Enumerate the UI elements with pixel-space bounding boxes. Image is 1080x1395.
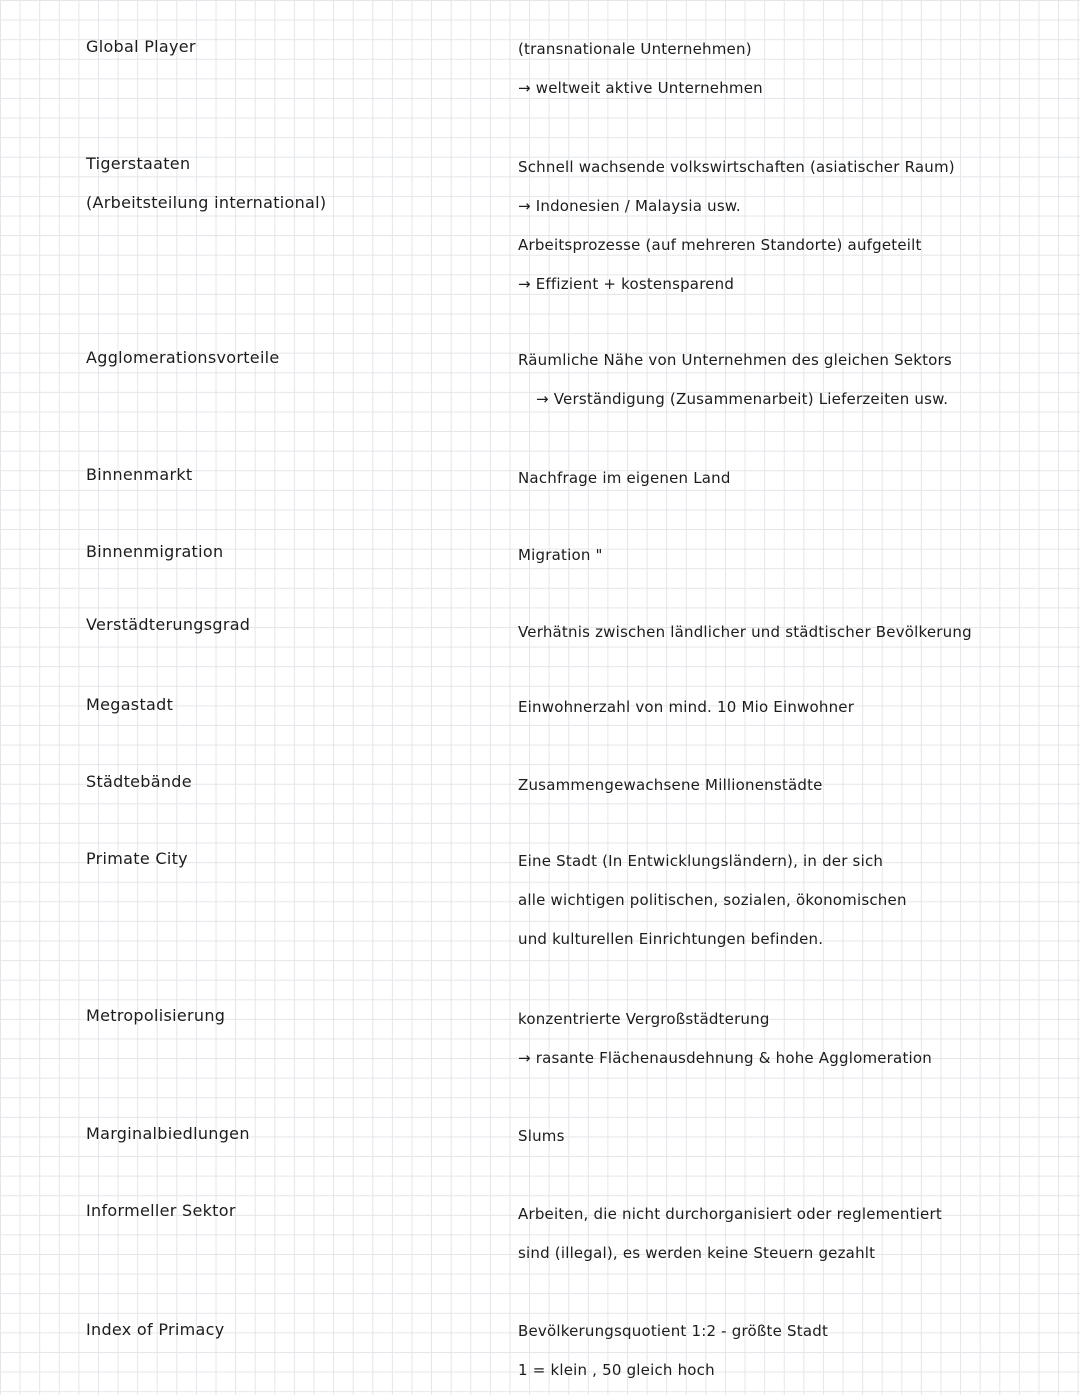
term-binnenmarkt bbox=[86, 455, 486, 494]
definition-line: sind (illegal), es werden keine Steuern gezahlt bbox=[518, 1244, 876, 1262]
definition-line: → Verständigung (Zusammenarbeit) Lieferzeiten usw. bbox=[536, 390, 949, 408]
term-staedtebaende bbox=[86, 762, 486, 801]
definition-line: Bevölkerungsquotient 1:2 - größte Stadt bbox=[518, 1322, 829, 1340]
definition-line: → weltweit aktive Unternehmen bbox=[518, 79, 763, 97]
term-verstaedterungsgrad bbox=[86, 605, 486, 644]
definition-binnenmarkt bbox=[518, 459, 1073, 498]
definition-marginalsiedlungen bbox=[518, 1117, 1073, 1156]
definition-line: Einwohnerzahl von mind. 10 Mio Einwohner bbox=[518, 698, 855, 716]
definition-global-player bbox=[518, 30, 1073, 108]
definition-line: → Indonesien / Malaysia usw. bbox=[518, 197, 741, 215]
definition-verstaedterungsgrad bbox=[518, 613, 1073, 652]
definition-line: Nachfrage im eigenen Land bbox=[518, 469, 731, 487]
term-line: Binnenmarkt bbox=[86, 465, 193, 484]
definition-line: Migration " bbox=[518, 546, 603, 564]
term-marginalsiedlungen bbox=[86, 1114, 486, 1153]
term-binnenmigration bbox=[86, 532, 486, 571]
definition-megastadt bbox=[518, 688, 1073, 727]
term-agglomerationsvorteile bbox=[86, 338, 486, 377]
term-metropolisierung bbox=[86, 996, 486, 1035]
term-line: Marginalbiedlungen bbox=[86, 1124, 250, 1143]
definition-informeller-sektor bbox=[518, 1195, 1073, 1273]
term-global-player bbox=[86, 27, 486, 66]
term-line: Primate City bbox=[86, 849, 188, 868]
definition-line: alle wichtigen politischen, sozialen, ökonomischen bbox=[518, 891, 907, 909]
definition-staedtebaende bbox=[518, 766, 1073, 805]
definition-line: 1 = klein , 50 gleich hoch bbox=[518, 1361, 715, 1379]
definition-primate-city bbox=[518, 842, 1073, 959]
term-informeller-sektor bbox=[86, 1191, 486, 1230]
definition-line: Räumliche Nähe von Unternehmen des gleichen Sektors bbox=[518, 351, 952, 369]
definition-line: konzentrierte Vergroßstädterung bbox=[518, 1010, 770, 1028]
definition-line: Verhätnis zwischen ländlicher und städtischer Bevölkerung bbox=[518, 623, 972, 641]
term-line: Metropolisierung bbox=[86, 1006, 226, 1025]
definition-line: (transnationale Unternehmen) bbox=[518, 40, 752, 58]
term-line: Megastadt bbox=[86, 695, 174, 714]
definition-metropolisierung bbox=[518, 1000, 1073, 1078]
term-line: Global Player bbox=[86, 37, 196, 56]
term-line: Tigerstaaten bbox=[86, 154, 191, 173]
definition-index-of-primacy bbox=[518, 1312, 1073, 1390]
term-line: Städtebände bbox=[86, 772, 192, 791]
definition-line: → Effizient + kostensparend bbox=[518, 275, 735, 293]
definition-line: Zusammengewachsene Millionenstädte bbox=[518, 776, 823, 794]
term-line: Agglomerationsvorteile bbox=[86, 348, 280, 367]
definition-tigerstaaten bbox=[518, 148, 1073, 304]
term-line: Informeller Sektor bbox=[86, 1201, 236, 1220]
definition-binnenmigration bbox=[518, 536, 1073, 575]
term-line: (Arbeitsteilung international) bbox=[86, 193, 327, 212]
definition-line: Eine Stadt (In Entwicklungsländern), in der sich bbox=[518, 852, 884, 870]
definition-line: Schnell wachsende volkswirtschaften (asiatischer Raum) bbox=[518, 158, 955, 176]
term-line: Index of Primacy bbox=[86, 1320, 225, 1339]
definition-line: Slums bbox=[518, 1127, 565, 1145]
definition-line: → rasante Flächenausdehnung & hohe Agglomeration bbox=[518, 1049, 932, 1067]
term-line: Verstädterungsgrad bbox=[86, 615, 251, 634]
definition-line: Arbeitsprozesse (auf mehreren Standorte) aufgeteilt bbox=[518, 236, 922, 254]
term-tigerstaaten bbox=[86, 144, 486, 222]
term-megastadt bbox=[86, 685, 486, 724]
term-primate-city bbox=[86, 839, 486, 878]
term-index-of-primacy bbox=[86, 1310, 486, 1349]
definition-line: und kulturellen Einrichtungen befinden. bbox=[518, 930, 824, 948]
term-line: Binnenmigration bbox=[86, 542, 224, 561]
definition-agglomerationsvorteile bbox=[518, 341, 1073, 419]
definition-line: Arbeiten, die nicht durchorganisiert oder reglementiert bbox=[518, 1205, 942, 1223]
